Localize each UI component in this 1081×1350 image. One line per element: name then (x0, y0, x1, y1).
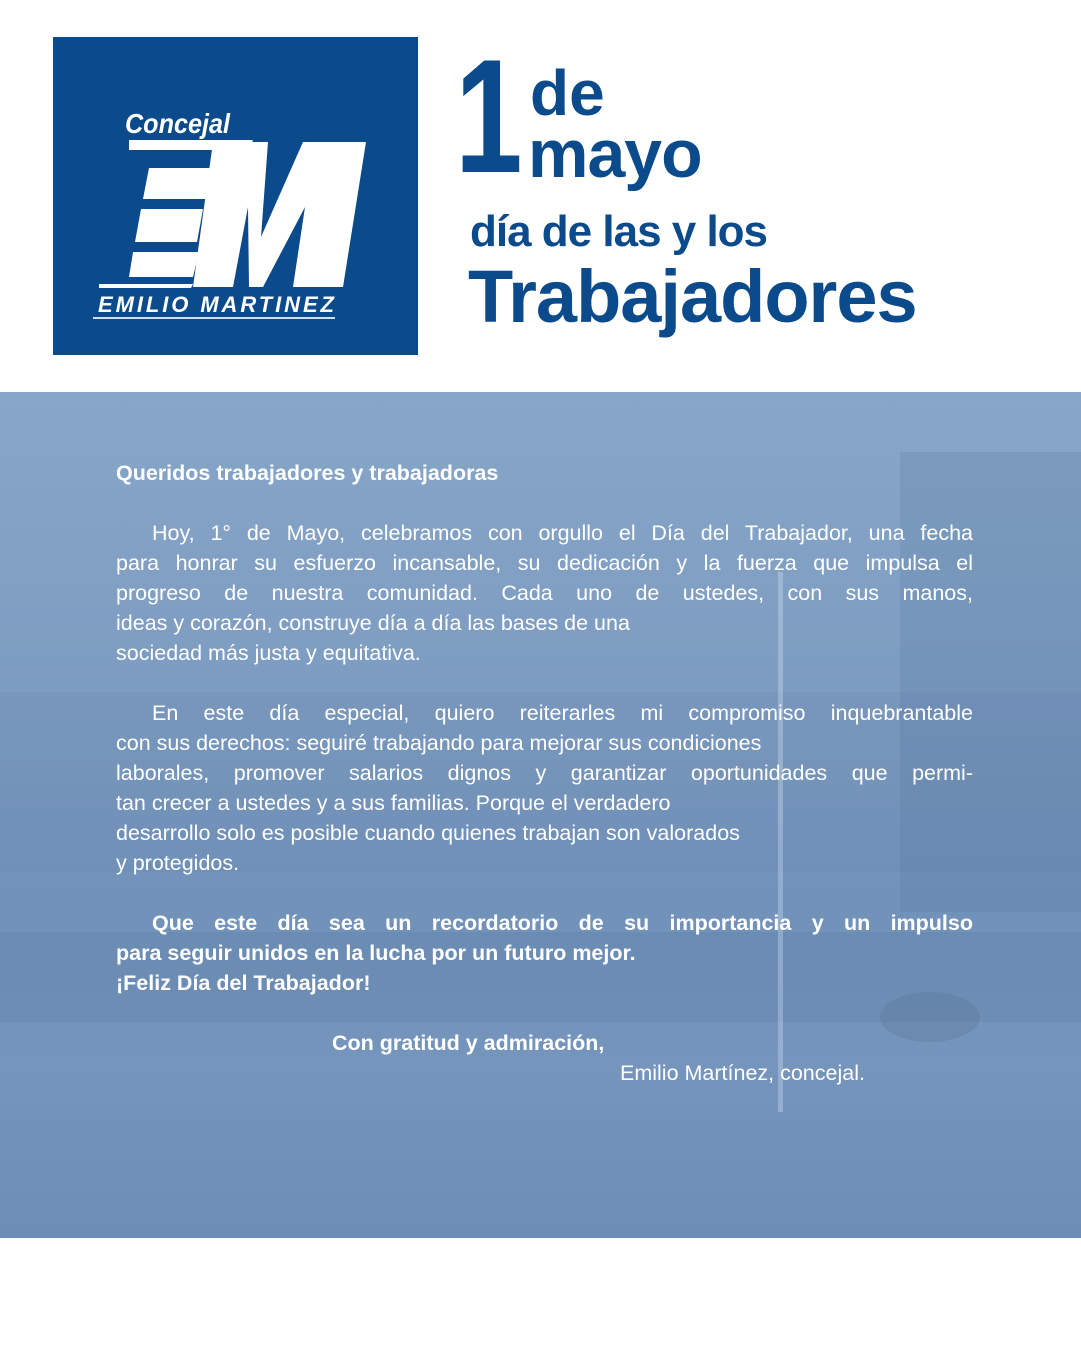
logo-concejal-text: Concejal (125, 107, 230, 140)
title-number: 1 (455, 26, 523, 207)
title-de: de (530, 57, 605, 129)
letter-signature: Emilio Martínez, concejal. (620, 1061, 865, 1085)
p3-line: para seguir unidos en la lucha por un futuro mejor. (116, 941, 636, 965)
p2-line: laborales, promover salarios dignos y garantizar oportunidades que permi- (116, 761, 973, 785)
p1-line: progreso de nuestra comunidad. Cada uno de ustedes, con sus manos, (116, 581, 973, 605)
p3-line: ¡Feliz Día del Trabajador! (116, 971, 371, 995)
p2-line: desarrollo solo es posible cuando quienes trabajan son valorados (116, 821, 740, 845)
p2-line: tan crecer a ustedes y a sus familias. Porque el verdadero (116, 791, 671, 815)
letter-greeting: Queridos trabajadores y trabajadoras (116, 461, 499, 485)
title-subtitle: día de las y los (470, 207, 768, 256)
title-main: Trabajadores (468, 255, 917, 338)
letter-closing: Con gratitud y admiración, (332, 1031, 605, 1055)
p1-line: ideas y corazón, construye día a día las bases de una (116, 611, 630, 635)
letter (116, 458, 973, 1088)
em-logo-mark (53, 37, 418, 355)
logo (53, 37, 418, 355)
p1-line: sociedad más justa y equitativa. (116, 641, 421, 665)
logo-name-text: EMILIO MARTINEZ (98, 292, 334, 317)
p3-line: Que este día sea un recordatorio de su importancia y un impulso (152, 911, 973, 935)
p1-line: Hoy, 1° de Mayo, celebramos con orgullo el Día del Trabajador, una fecha (152, 521, 973, 545)
p2-line: y protegidos. (116, 851, 240, 875)
p1-line: para honrar su esfuerzo incansable, su dedicación y la fuerza que impulsa el (116, 551, 973, 575)
p2-line: con sus derechos: seguiré trabajando para mejorar sus condiciones (116, 731, 762, 755)
title-month: mayo (528, 116, 702, 192)
p2-line: En este día especial, quiero reiterarles mi compromiso inquebrantable (152, 701, 973, 725)
